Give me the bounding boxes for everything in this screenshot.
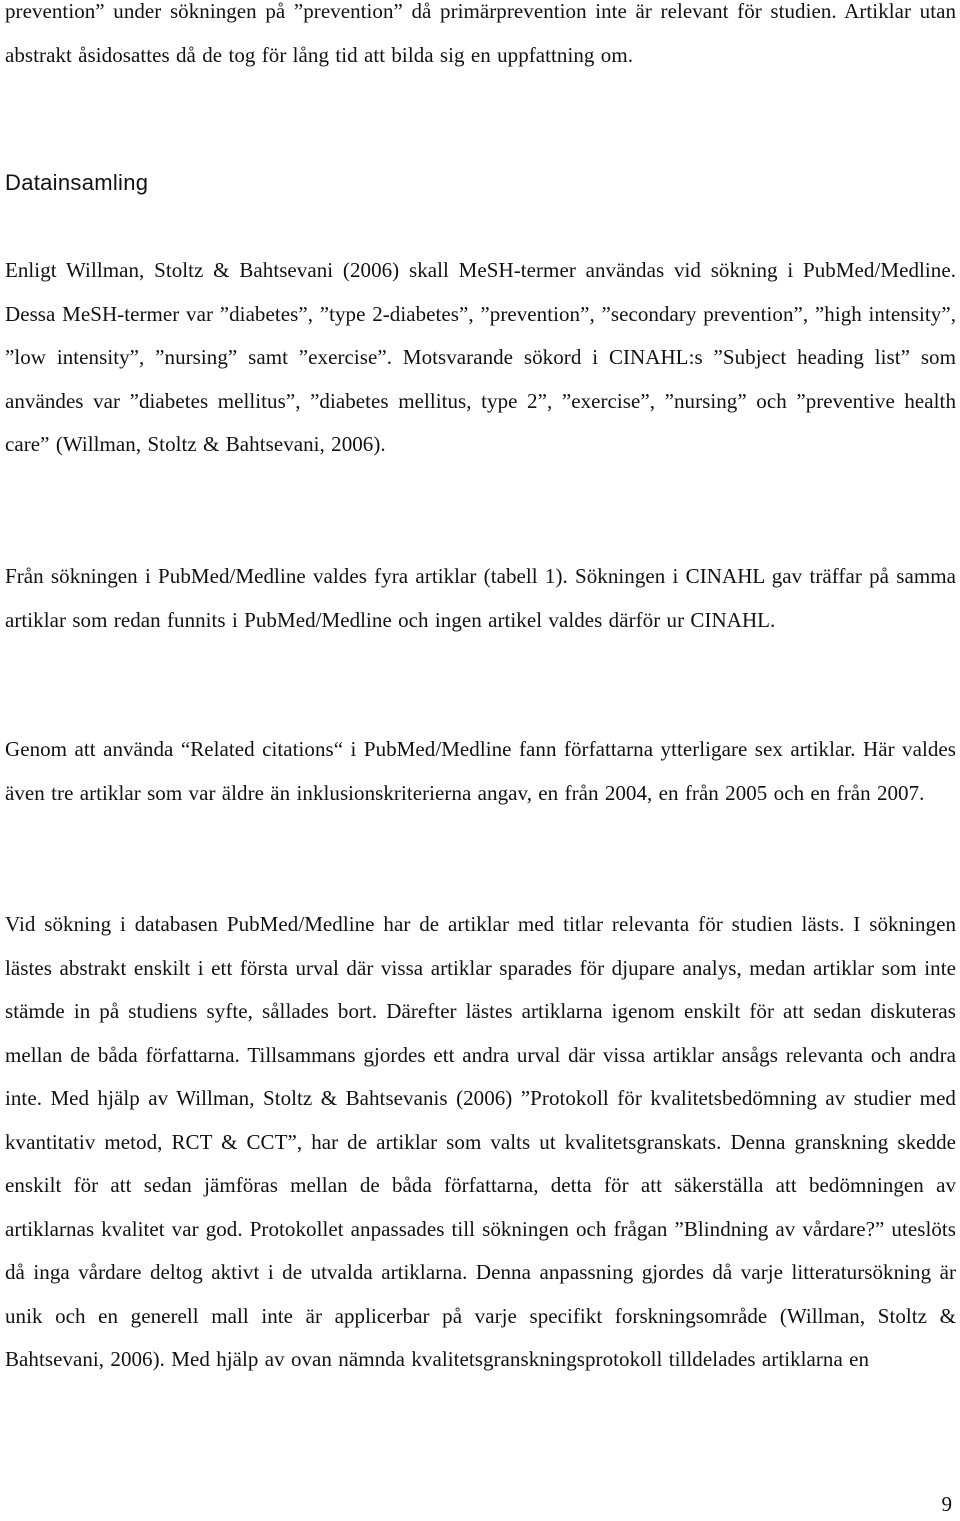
section-heading: Datainsamling [5, 170, 149, 195]
page-number: 9 [941, 1492, 952, 1516]
paragraph-search-results: Från sökningen i PubMed/Medline valdes fyra artiklar (tabell 1). Sökningen i CINAHL gav träffar på samma artiklar som redan funnits i PubMed/Medline och ingen artikel valdes därför ur CINAHL. [5, 564, 956, 632]
paragraph-mesh-terms: Enligt Willman, Stoltz & Bahtsevani (2006) skall MeSH-termer användas vid sökning i PubMed/Medline. Dessa MeSH-termer var ”diabetes”, ”type 2-diabetes”, ”prevention”, ”secondary prevention”, ”high intensity”, ”low intensity”, ”nursing” samt ”exercise”. Motsvarande sökord i CINAHL:s ”Subject heading list” som användes var ”diabetes mellitus”, ”diabetes mellitus, type 2”, ”exercise”, ”nursing” och ”preventive health care” (Willman, Stoltz & Bahtsevani, 2006). [5, 258, 956, 456]
paragraph-related-citations: Genom att använda “Related citations“ i PubMed/Medline fann författarna ytterligare sex artiklar. Här valdes även tre artiklar som var äldre än inklusionskriterierna angav, en från 2004, en från 2005 och en från 2007. [5, 737, 956, 805]
intro-paragraph: prevention” under sökningen på ”prevention” då primärprevention inte är relevant för studien. Artiklar utan abstrakt åsidosattes då de tog för lång tid att bilda sig en uppfattning om. [5, 0, 956, 67]
paragraph-quality-review: Vid sökning i databasen PubMed/Medline har de artiklar med titlar relevanta för studien lästs. I sökningen lästes abstrakt enskilt i ett första urval där vissa artiklar sparades för djupare analys, medan artiklar som inte stämde in på studiens syfte, sållades bort. Därefter lästes artiklarna igenom enskilt för att sedan diskuteras mellan de båda författarna. Tillsammans gjordes ett andra urval där vissa artiklar ansågs relevanta och andra inte. Med hjälp av Willman, Stoltz & Bahtsevanis (2006) ”Protokoll för kvalitetsbedömning av studier med kvantitativ metod, RCT & CCT”, har de artiklar som valts ut kvalitetsgranskats. Denna granskning skedde enskilt för att sedan jämföras mellan de båda författarna, detta för att säkerställa att bedömningen av artiklarnas kvalitet var god. Protokollet anpassades till sökningen och frågan ”Blindning av vårdare?” uteslöts då inga vårdare deltog aktivt i de utvalda artiklarna. Denna anpassning gjordes då varje litteratursökning är unik och en generell mall inte är applicerbar på varje specifikt forskningsområde (Willman, Stoltz & Bahtsevani, 2006). Med hjälp av ovan nämnda kvalitetsgranskningsprotokoll tilldelades artiklarna en [5, 912, 956, 1371]
